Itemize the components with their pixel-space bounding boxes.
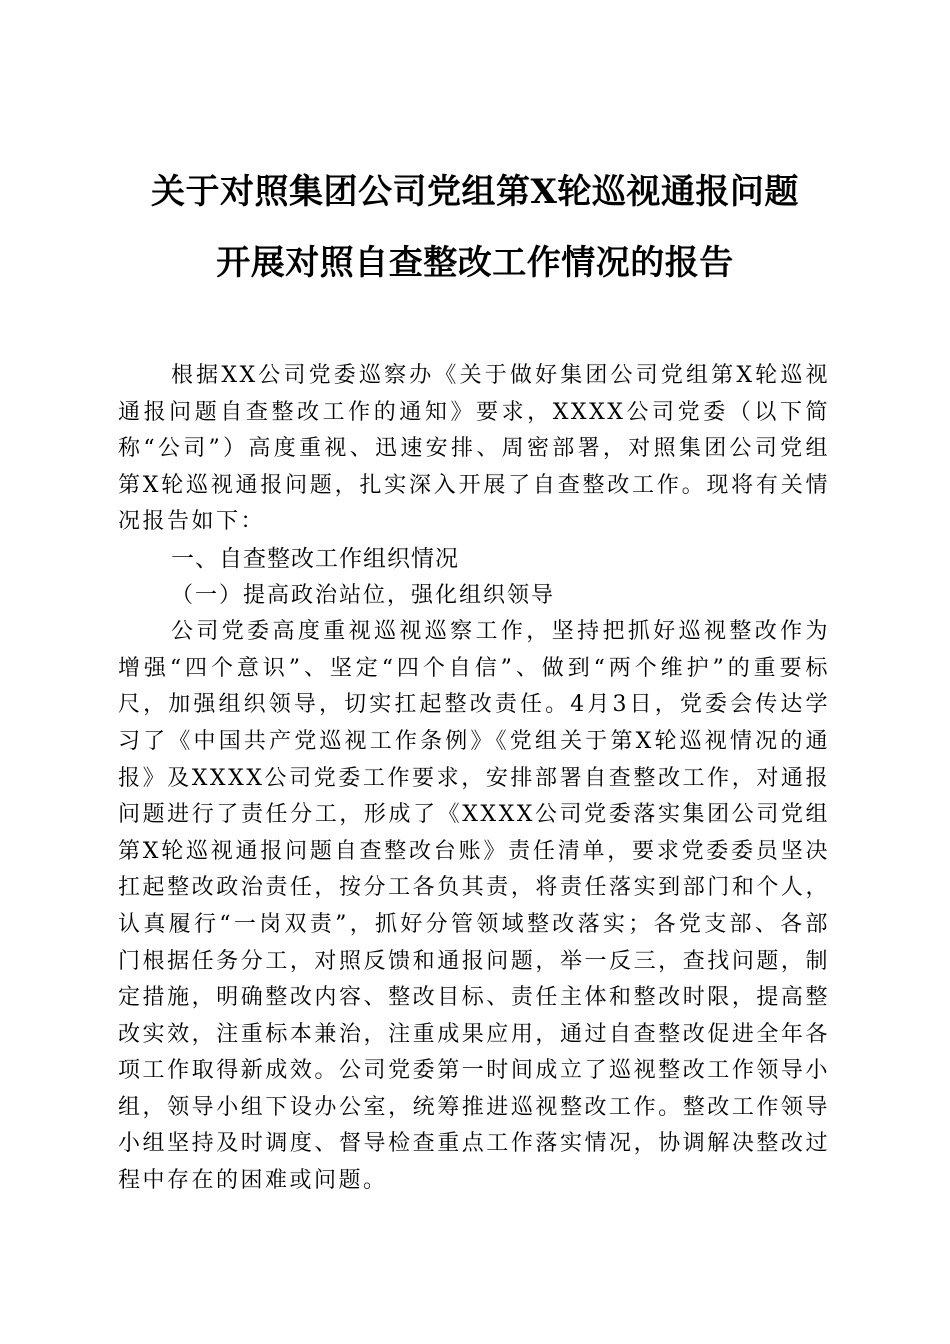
subsection-1-heading: （一）提高政治站位，强化组织领导	[171, 582, 556, 608]
section-1-heading: 一、自查整改工作组织情况	[171, 545, 459, 572]
subsection-1-paragraph: 公司党委高度重视巡视巡察工作，坚持把抓好巡视整改作为增强“四个意识”、坚定“四个自信”、做到“两个维护”的重要标尺，加强组织领导，切实扛起整改责任。4月3日，党委会传达学习了《中国共产党巡视工作条例》《党组关于第X轮巡视情况的通报》及XXXX公司党委工作要求，安排部署自查整改工作，对通报问题进行了责任分工，形成了《XXXX公司党委落实集团公司党组第X轮巡视通报问题自查整改台账》责任清单，要求党委委员坚决扛起整改政治责任，按分工各负其责，将责任落实到部门和个人，认真履行“一岗双责”，抓好分管领域整改落实；各党支部、各部门根据任务分工，对照反馈和通报问题，举一反三，查找问题，制定措施，明确整改内容、整改目标、责任主体和整改时限，提高整改实效，注重标本兼治，注重成果应用，通过自查整改促进全年各项工作取得新成效。公司党委第一时间成立了巡视整改工作领导小组，领导小组下设办公室，统筹推进巡视整改工作。整改工作领导小组坚持及时调度、督导检查重点工作落实情况，协调解决整改过程中存在的困难或问题。	[118, 619, 830, 1194]
intro-paragraph: 根据XX公司党委巡察办《关于做好集团公司党组第X轮巡视通报问题自查整改工作的通知》要求，XXXX公司党委（以下简称“公司”）高度重视、迅速安排、周密部署，对照集团公司党组第X轮巡视通报问题，扎实深入开展了自查整改工作。现将有关情况报告如下：	[118, 363, 830, 535]
document-title-line-1: 关于对照集团公司党组第X轮巡视通报问题	[151, 172, 799, 212]
document-title-line-2: 开展对照自查整改工作情况的报告	[216, 243, 734, 283]
document-body	[118, 358, 830, 1200]
